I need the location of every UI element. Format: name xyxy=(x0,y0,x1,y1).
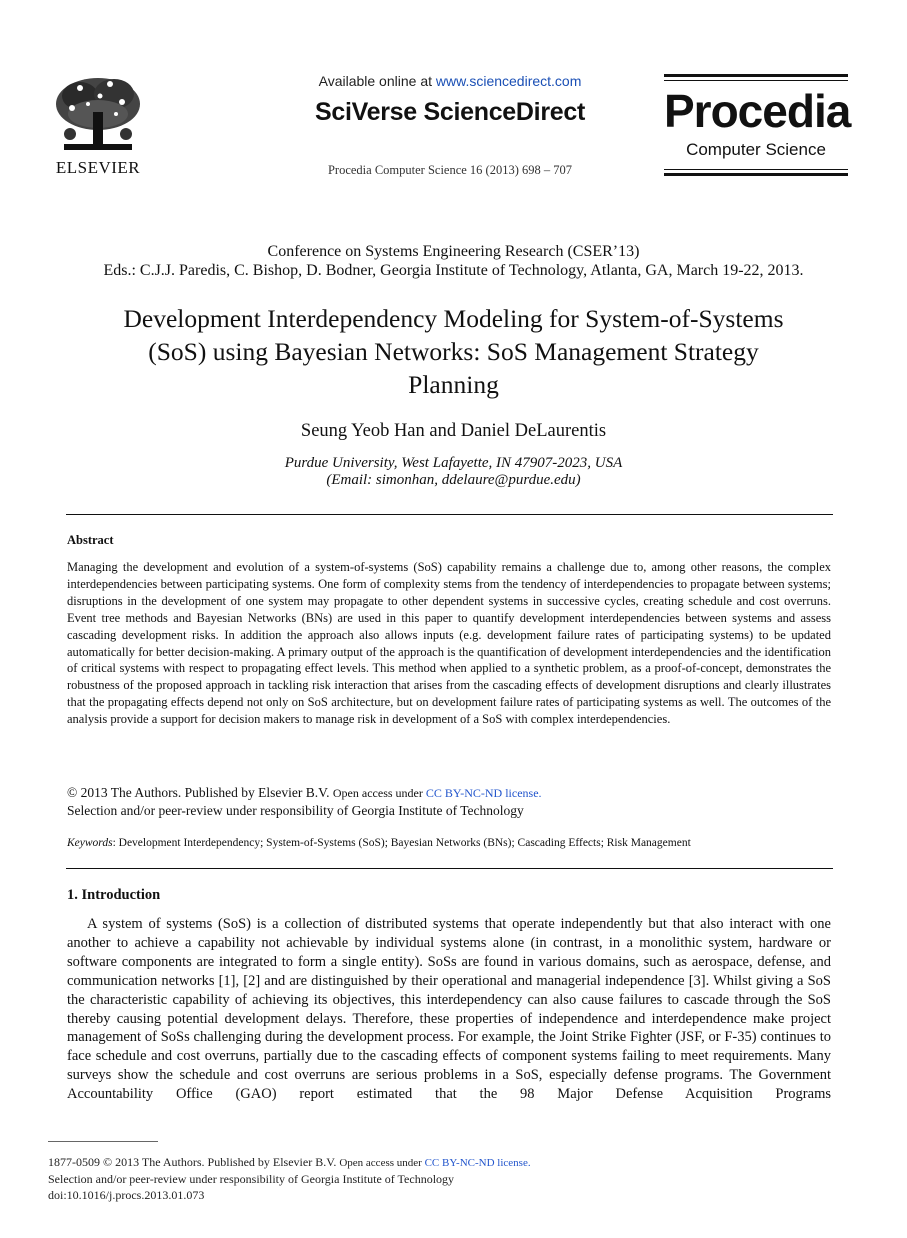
divider xyxy=(66,514,833,515)
copyright-text: © 2013 The Authors. Published by Elsevier B.V. xyxy=(67,785,333,800)
copyright-line xyxy=(67,784,831,802)
procedia-logo xyxy=(664,74,851,177)
intro-paragraph: A system of systems (SoS) is a collection of distributed systems that operate independently but that also interact with one another to achieve a capability not achievable by individual systems alone (in contrast, in a monolithic system, hardware or software components are integrated to form a single entity). SoSs are found in various domains, such as aerospace, defense, and communication networks [1], [2] and are distinguished by their operational and managerial independence [3]. Whilst giving a SoS the characteristic capability of achieving its objectives, this interdependency can also cause failures to cascade through the SoS thereby causing potential development delays. Therefore, these properties of independence and interdependence make project management of SoSs challenging during the development process. For example, the Joint Strike Fighter (JSF, or F-35) continues to face schedule and cost overruns, partially due to the cascading effects of component systems failing to meet requirements. Many surveys show the schedule and cost overruns are serious problems in a SoS, especially defense programs. The Government Accountability Office (GAO) report estimated that the 98 Major Defense Acquisition Programs xyxy=(67,916,831,1103)
logo-rule xyxy=(664,80,848,81)
footer-copyright xyxy=(48,1154,848,1171)
paper-title xyxy=(60,302,847,401)
open-access-text: Open access under xyxy=(332,786,426,800)
conference-editors: Eds.: C.J.J. Paredis, C. Bishop, D. Bodner, Georgia Institute of Technology, Atlanta, GA, March 19-22, 2013. xyxy=(103,262,804,279)
footer xyxy=(48,1154,848,1203)
elsevier-wordmark: ELSEVIER xyxy=(55,158,141,177)
footer-doi[interactable]: doi:10.1016/j.procs.2013.01.073 xyxy=(48,1188,205,1202)
keywords-text: : Development Interdependency; System-of-Systems (SoS); Bayesian Networks (BNs); Cascading Effects; Risk Management xyxy=(112,837,691,849)
logo-rule xyxy=(664,169,848,170)
footer-license-link[interactable]: CC BY-NC-ND license. xyxy=(424,1157,531,1169)
section-heading: 1. Introduction xyxy=(67,887,161,903)
elsevier-tree-icon xyxy=(50,74,146,156)
keywords xyxy=(67,837,831,849)
footer-open-access: Open access under xyxy=(339,1157,425,1169)
authors: Seung Yeob Han and Daniel DeLaurentis xyxy=(300,421,607,441)
elsevier-logo xyxy=(50,74,146,176)
keywords-label: Keywords xyxy=(67,837,113,849)
title-line: Planning xyxy=(408,370,499,399)
license-link[interactable]: CC BY-NC-ND license. xyxy=(425,786,542,800)
conference-info xyxy=(40,242,867,280)
affiliation-block xyxy=(100,455,807,489)
platform-name: SciVerse ScienceDirect xyxy=(315,98,585,126)
copyright-block xyxy=(67,784,831,820)
sciencedirect-link[interactable]: www.sciencedirect.com xyxy=(435,73,582,89)
affiliation: Purdue University, West Lafayette, IN 47907-2023, USA xyxy=(284,455,623,471)
title-line: (SoS) using Bayesian Networks: SoS Management Strategy xyxy=(148,337,759,366)
email: (Email: simonhan, ddelaure@purdue.edu) xyxy=(326,472,581,488)
procedia-title: Procedia xyxy=(664,85,851,137)
introduction-body xyxy=(67,915,831,1104)
procedia-subtitle: Computer Science xyxy=(686,140,826,159)
journal-citation: Procedia Computer Science 16 (2013) 698 – 707 xyxy=(327,163,573,177)
available-online xyxy=(200,73,700,89)
available-prefix: Available online at xyxy=(318,73,436,89)
footer-copyright-text: 1877-0509 © 2013 The Authors. Published by Elsevier B.V. xyxy=(48,1155,340,1169)
logo-rule xyxy=(664,74,848,77)
abstract-heading: Abstract xyxy=(67,533,114,547)
peer-review-note: Selection and/or peer-review under responsibility of Georgia Institute of Technology xyxy=(67,803,524,818)
footnote-rule xyxy=(48,1141,158,1142)
title-line: Development Interdependency Modeling for System-of-Systems xyxy=(123,304,784,333)
logo-rule xyxy=(664,173,848,176)
conference-name: Conference on Systems Engineering Research (CSER’13) xyxy=(267,243,640,260)
divider xyxy=(66,868,833,869)
abstract-body: Managing the development and evolution of a system-of-systems (SoS) capability remains a challenge due to, among other reasons, the complex interdependencies between participating systems. One form of complexity stems from the tendency of interdependencies to propagate between systems; disruptions in the development of one system may propagate to other dependent systems in successive cycles, creating schedule and cost overruns. Event tree methods and Bayesian Networks (BNs) are used in this paper to quantify development interdependencies between systems and assess cascading development risks. In addition the approach also allows inputs (e.g. development failure rates of participating systems) to be updated automatically for better decision-making. A primary output of the approach is the quantification of development interdependencies and the identification of critical systems with respect to propagating effect levels. This method when applied to a synthetic problem, as a proof-of-concept, demonstrates the robustness of the proposed approach in tackling risk interaction that arises from the cascading effects of development disruptions and clearly illustrates that the propagating effects depend not only on SoS architecture, but on development failure rates of participating systems as well. The outcomes of the analysis provide a support for decision makers to manage risk in development of a SoS with complex interdependencies. xyxy=(67,560,831,727)
footer-peer-review: Selection and/or peer-review under responsibility of Georgia Institute of Technology xyxy=(48,1172,455,1186)
